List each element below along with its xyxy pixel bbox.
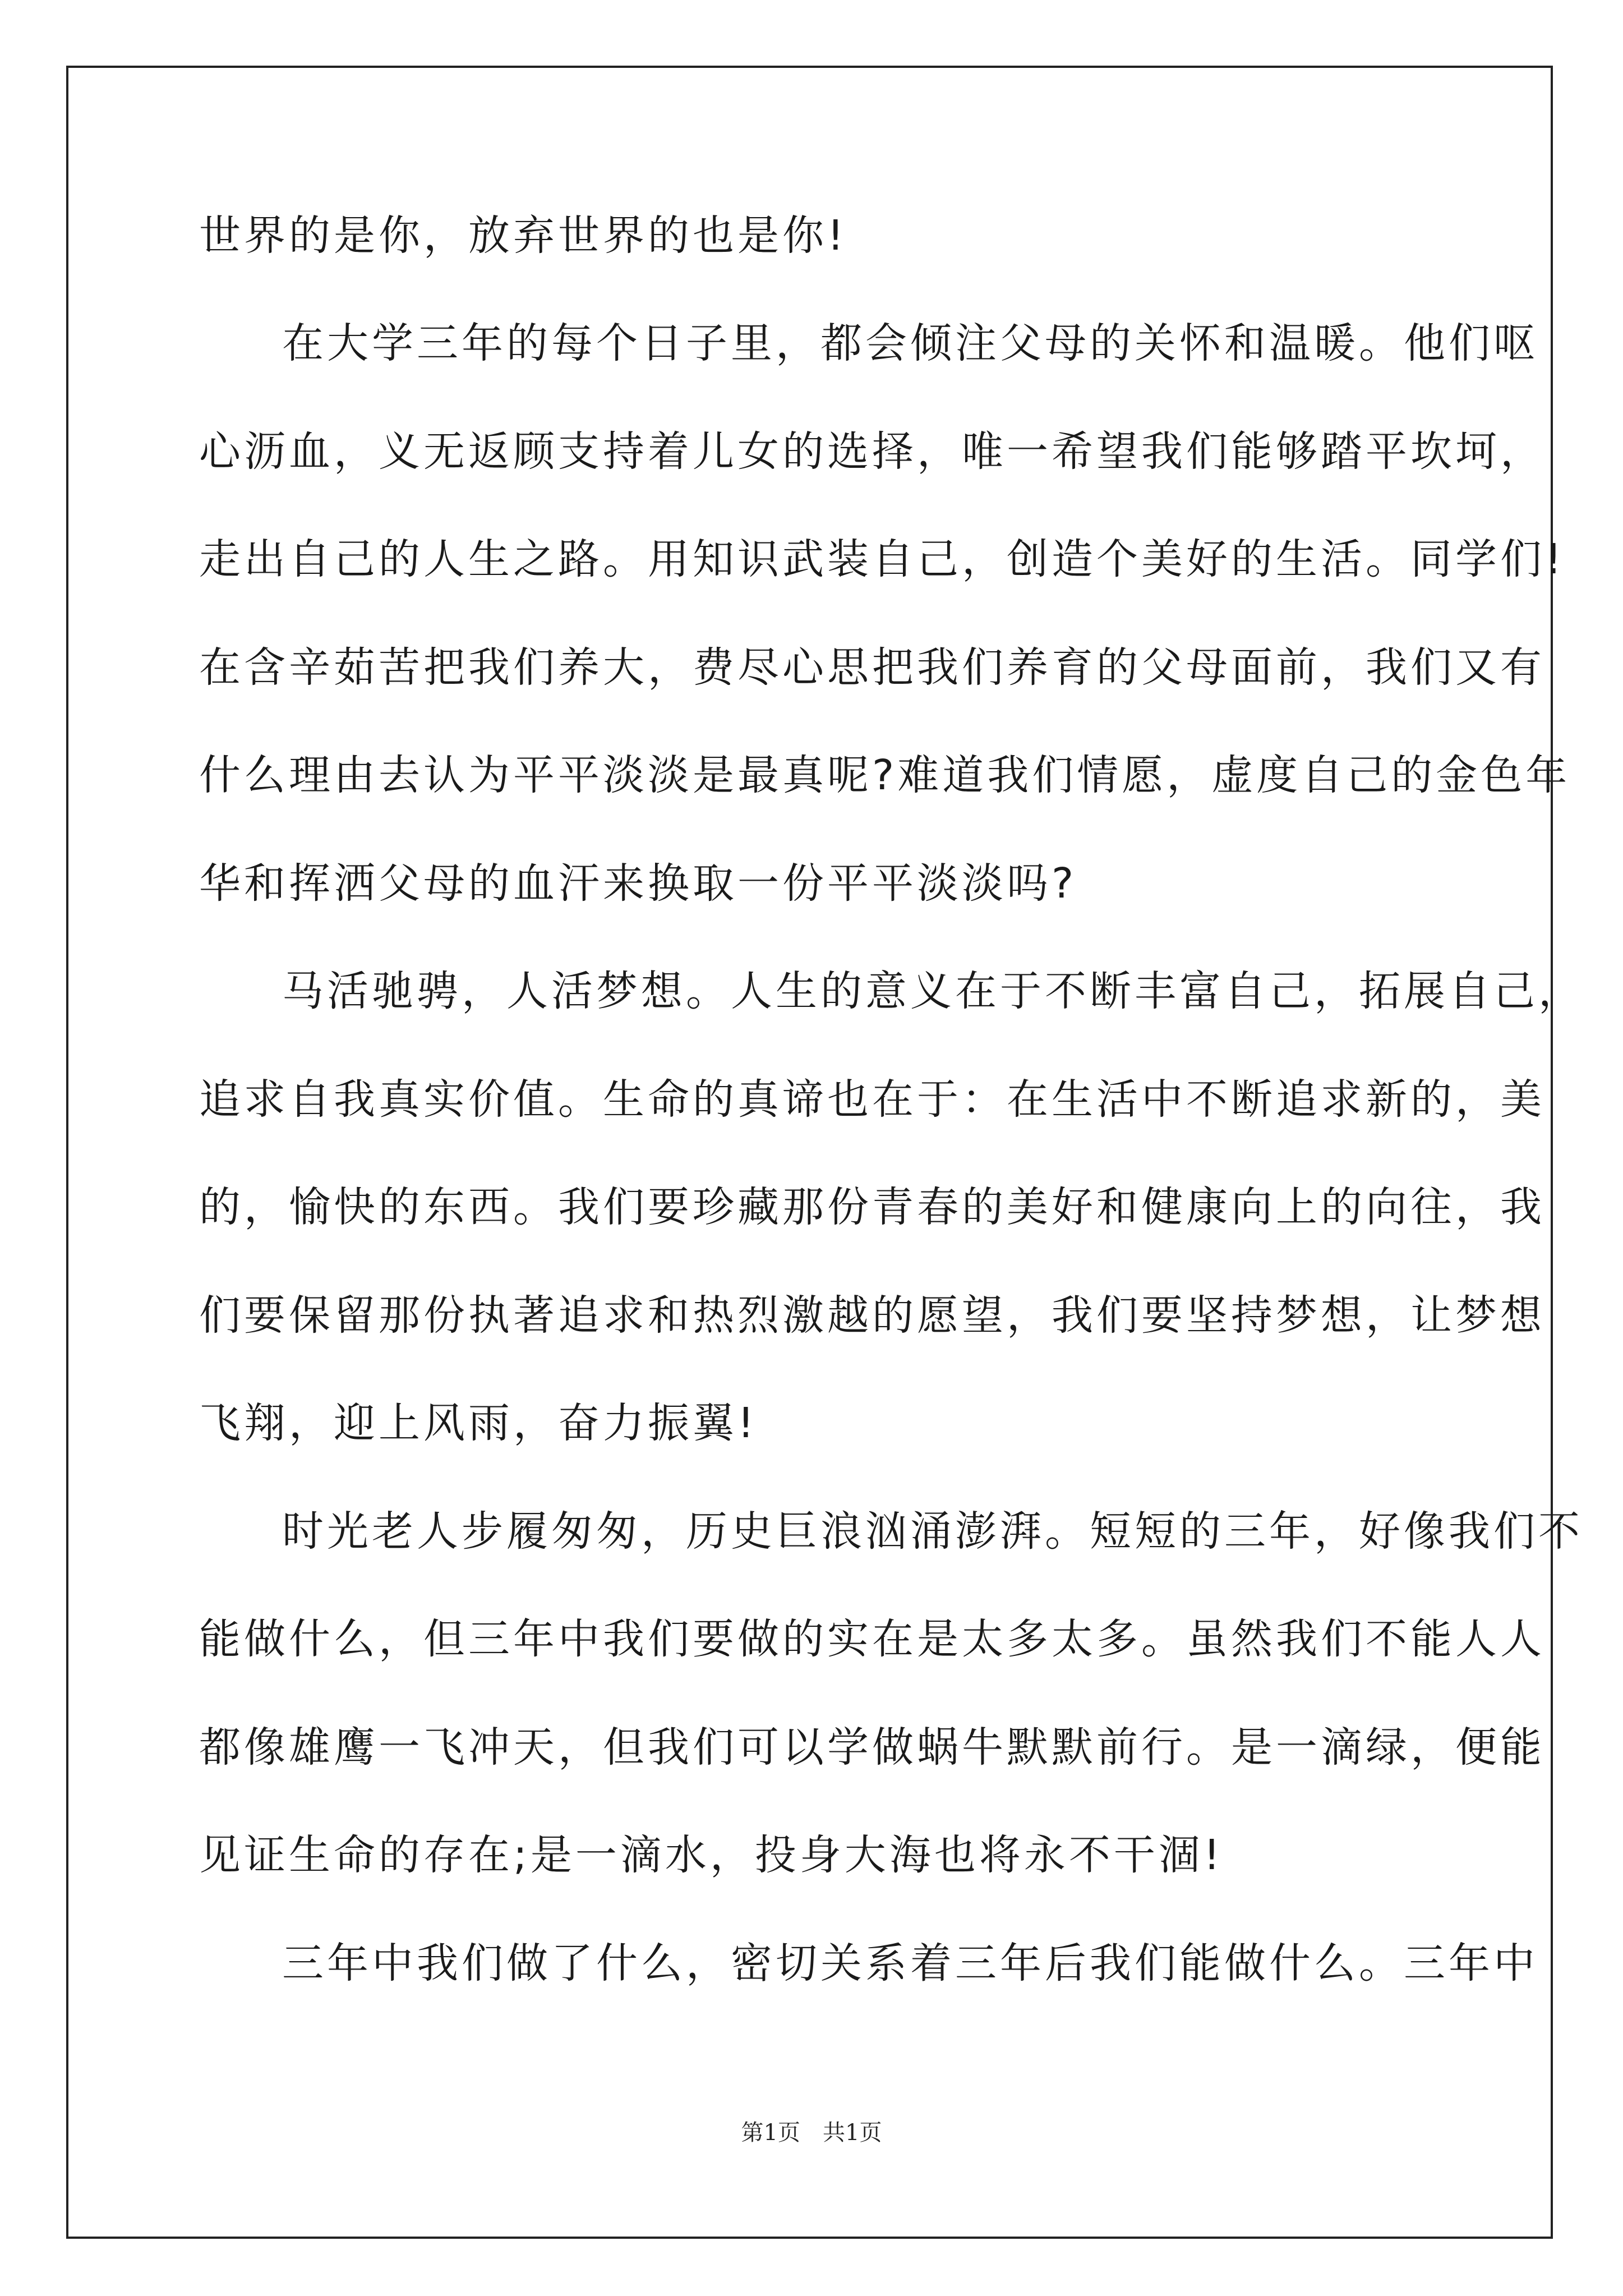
text-line: 飞翔，迎上风雨，奋力振翼! (199, 1399, 758, 1447)
text-line: 什么理由去认为平平淡淡是最真呢?难道我们情愿，虚度自己的金色年 (199, 751, 1571, 799)
paragraph-first-line: 在大学三年的每个日子里，都会倾注父母的关怀和温暖。他们呕 (282, 319, 1538, 367)
text-line: 见证生命的存在;是一滴水，投身大海也将永不干涸! (199, 1831, 1224, 1879)
text-line: 都像雄鹰一飞冲天，但我们可以学做蜗牛默默前行。是一滴绿，便能 (199, 1723, 1545, 1772)
text-line: 追求自我真实价值。生命的真谛也在于：在生活中不断追求新的，美 (199, 1075, 1545, 1124)
page-border (66, 66, 1553, 2239)
text-line: 心沥血，义无返顾支持着儿女的选择，唯一希望我们能够踏平坎坷， (199, 427, 1545, 476)
text-line: 走出自己的人生之路。用知识武装自己，创造个美好的生活。同学们! (199, 535, 1565, 583)
text-line: 能做什么，但三年中我们要做的实在是太多太多。虽然我们不能人人 (199, 1615, 1545, 1663)
page-number-footer: 第1页 共1页 (741, 2120, 882, 2146)
paragraph-first-line: 三年中我们做了什么，密切关系着三年后我们能做什么。三年中 (282, 1939, 1538, 1987)
text-line: 在含辛茹苦把我们养大，费尽心思把我们养育的父母面前，我们又有 (199, 643, 1545, 692)
paragraph-first-line: 时光老人步履匆匆，历史巨浪汹涌澎湃。短短的三年，好像我们不 (282, 1507, 1583, 1556)
text-line: 华和挥洒父母的血汗来换取一份平平淡淡吗? (199, 859, 1077, 908)
text-line: 们要保留那份执著追求和热烈激越的愿望，我们要坚持梦想，让梦想 (199, 1291, 1545, 1340)
text-line: 世界的是你，放弃世界的也是你! (199, 211, 847, 260)
text-line: 的，愉快的东西。我们要珍藏那份青春的美好和健康向上的向往，我 (199, 1183, 1545, 1231)
paragraph-first-line: 马活驰骋，人活梦想。人生的意义在于不断丰富自己，拓展自己， (282, 967, 1583, 1015)
